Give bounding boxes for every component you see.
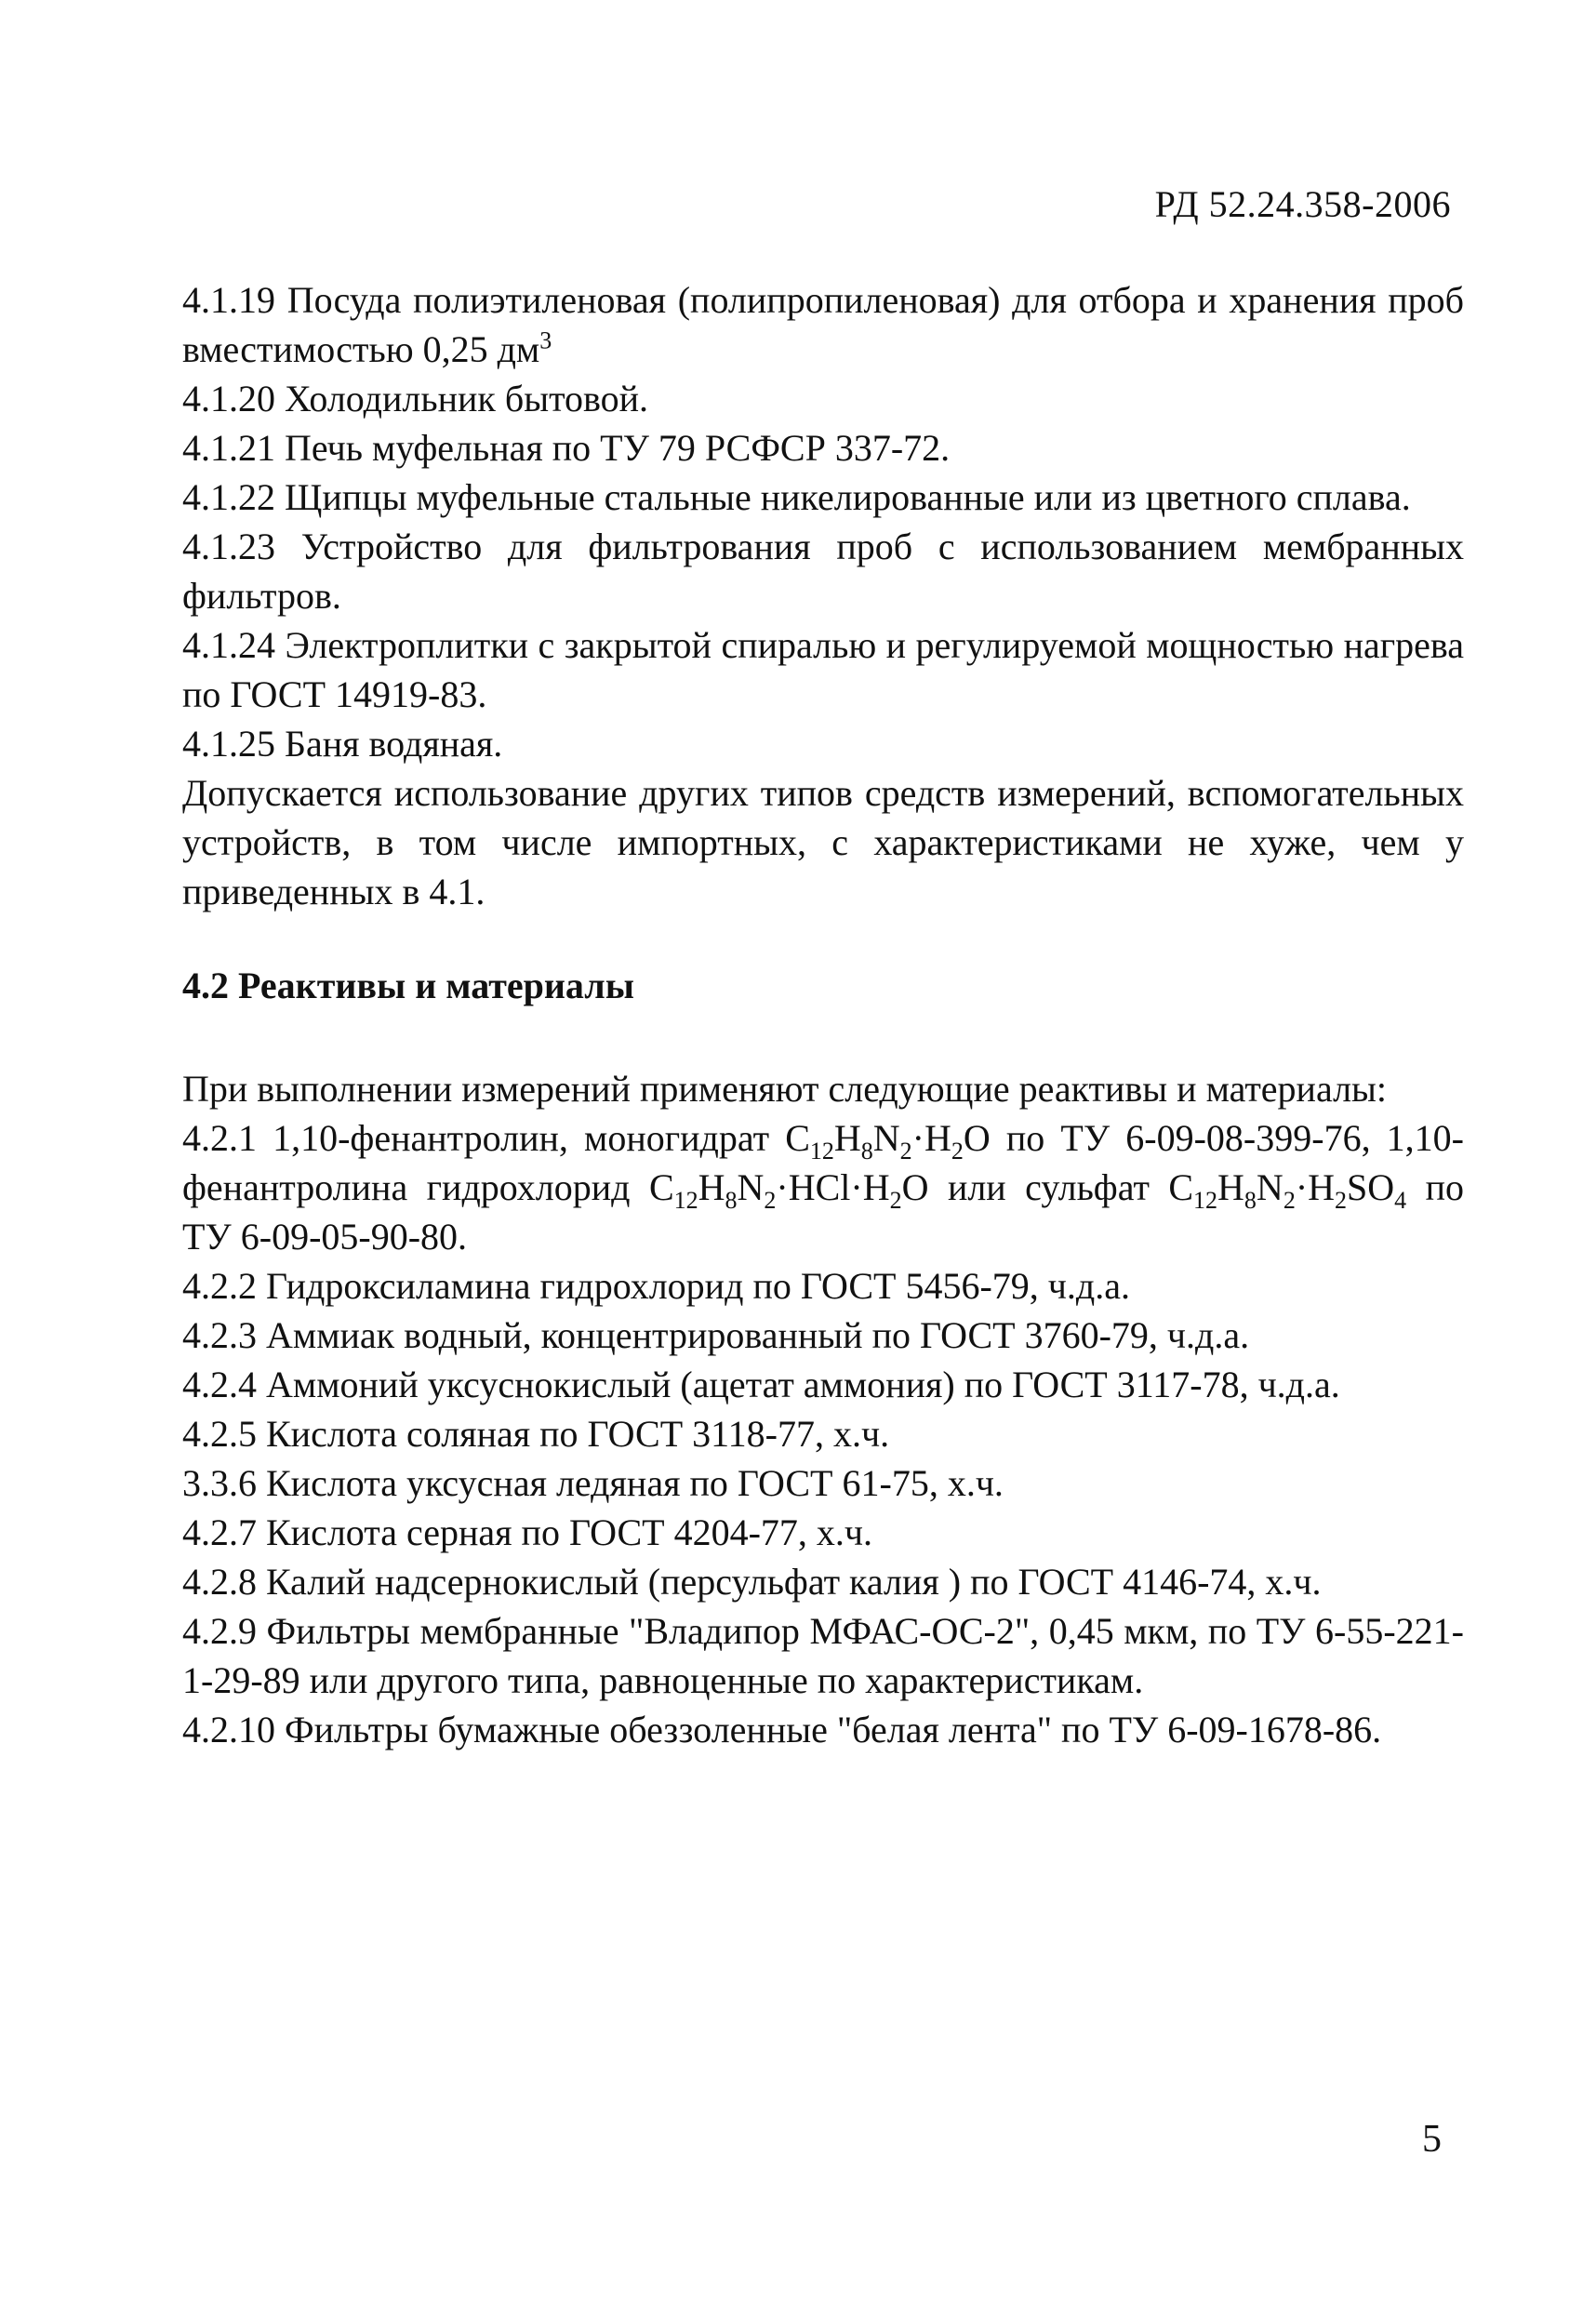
list-item-4-1-25: 4.1.25 Баня водяная. bbox=[182, 723, 503, 765]
list-item-4-2-8: 4.2.8 Калий надсернокислый (персульфат калия ) по ГОСТ 4146-74, х.ч. bbox=[182, 1561, 1322, 1603]
list-item-4-1-20: 4.1.20 Холодильник бытовой. bbox=[182, 378, 649, 419]
superscript-3: 3 bbox=[539, 326, 552, 354]
formula-phenanthroline-hydrochloride: $C_{12}H_8N_2\cdot HCl\cdot H_2O$ bbox=[648, 1166, 929, 1214]
section-heading: 4.2 Реактивы и материалы bbox=[182, 965, 634, 1006]
list-item-4-1-24: 4.1.24 Электроплитки с закрытой спиралью и регулируемой мощностью нагрева по ГОСТ 14919-83. bbox=[182, 624, 1464, 715]
document-code: РД 52.24.358-2006 bbox=[1154, 183, 1451, 225]
list-item-3-3-6: 3.3.6 Кислота уксусная ледяная по ГОСТ 61-75, х.ч. bbox=[182, 1462, 1004, 1504]
item-text: или сульфат bbox=[928, 1166, 1169, 1208]
list-item-4-2-5: 4.2.5 Кислота соляная по ГОСТ 3118-77, х.ч. bbox=[182, 1413, 890, 1455]
list-item-4-1-22: 4.1.22 Щипцы муфельные стальные никелированные или из цветного сплава. bbox=[182, 476, 1411, 518]
list-item-4-1-23: 4.1.23 Устройство для фильтрования проб с использованием мембранных фильтров. bbox=[182, 526, 1464, 617]
note-paragraph: Допускается использование других типов средств измерений, вспомогательных устройств, в том числе импортных, с характеристиками не хуже, чем у приведенных в 4.1. bbox=[182, 772, 1464, 912]
item-text: 4.2.1 1,10-фенантролин, моногидрат bbox=[182, 1117, 786, 1159]
item-text: по ТУ 6-09-05-90-80. bbox=[182, 1166, 1464, 1258]
formula-phenanthroline-sulfate: $C_{12}H_8N_2\cdot H_2SO_4$ bbox=[1168, 1166, 1407, 1214]
list-item-4-2-1 bbox=[182, 1113, 1464, 1261]
list-item-4-1-19 bbox=[182, 275, 1464, 374]
list-item-4-2-10: 4.2.10 Фильтры бумажные обеззоленные "белая лента" по ТУ 6-09-1678-86. bbox=[182, 1709, 1382, 1750]
formula-phenanthroline-hydrate: $C_{12}H_8N_2\cdot H_2O$ bbox=[785, 1117, 991, 1165]
list-item-4-1-21: 4.1.21 Печь муфельная по ТУ 79 РСФСР 337-72. bbox=[182, 427, 951, 469]
list-item-4-2-4: 4.2.4 Аммоний уксуснокислый (ацетат аммония) по ГОСТ 3117-78, ч.д.а. bbox=[182, 1364, 1340, 1405]
item-text: 4.1.19 Посуда полиэтиленовая (полипропиленовая) для отбора и хранения проб вместимостью 0,25 дм bbox=[182, 279, 1464, 370]
list-item-4-2-9: 4.2.9 Фильтры мембранные "Владипор МФАС-ОС-2", 0,45 мкм, по ТУ 6-55-221-1-29-89 или другого типа, равноценные по характеристикам. bbox=[182, 1610, 1464, 1701]
page-body bbox=[182, 275, 1464, 1754]
list-item-4-2-7: 4.2.7 Кислота серная по ГОСТ 4204-77, х.ч. bbox=[182, 1511, 873, 1553]
list-item-4-2-3: 4.2.3 Аммиак водный, концентрированный по ГОСТ 3760-79, ч.д.а. bbox=[182, 1314, 1250, 1356]
list-item-4-2-2: 4.2.2 Гидроксиламина гидрохлорид по ГОСТ 5456-79, ч.д.а. bbox=[182, 1265, 1131, 1307]
item-text: по ТУ 6-09-08-399-76, 1,10-фенантролина гидрохлорид bbox=[182, 1117, 1464, 1208]
section-intro: При выполнении измерений применяют следующие реактивы и материалы: bbox=[182, 1068, 1388, 1110]
page-number: 5 bbox=[1422, 2118, 1442, 2161]
